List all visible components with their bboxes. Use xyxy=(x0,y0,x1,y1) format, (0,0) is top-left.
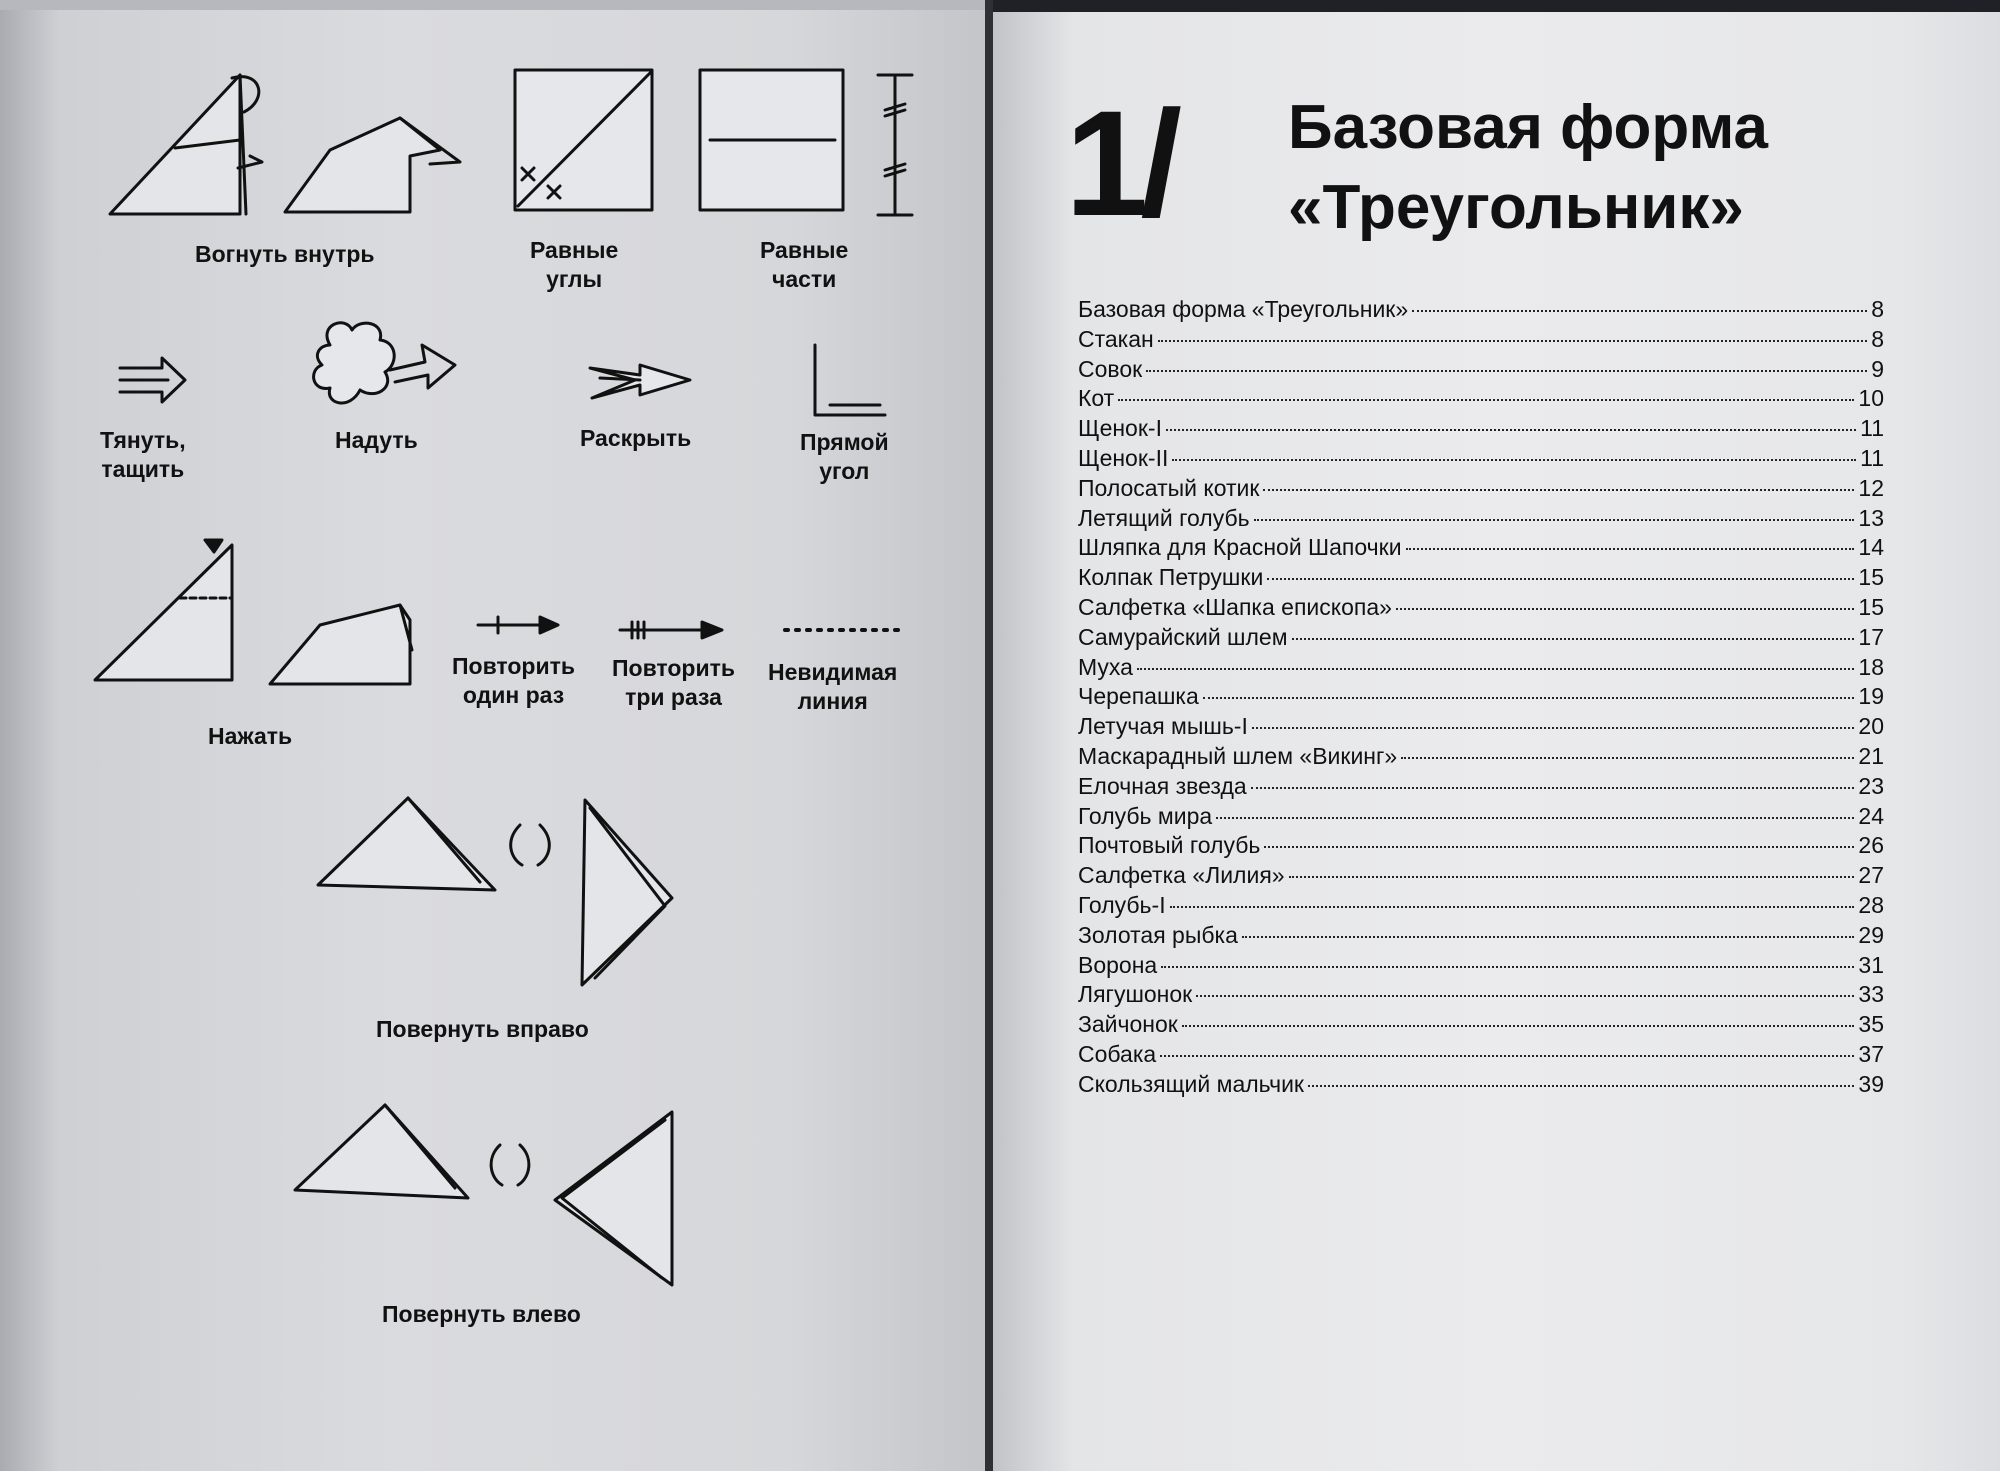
toc-row xyxy=(1078,624,1884,654)
toc-leader-dots xyxy=(1242,936,1854,938)
table-of-contents xyxy=(1078,296,1884,1101)
label-invisible-line: Невидимая линия xyxy=(768,659,898,714)
toc-row xyxy=(1078,326,1884,356)
book-gutter xyxy=(985,0,993,1471)
toc-row xyxy=(1078,743,1884,773)
toc-row xyxy=(1078,356,1884,386)
fold-inside-symbol xyxy=(110,75,460,214)
toc-leader-dots xyxy=(1161,966,1854,968)
label-equal-parts: Равные части xyxy=(760,237,849,292)
toc-leader-dots xyxy=(1401,757,1854,759)
toc-entry-page: 15 xyxy=(1858,593,1884,620)
toc-entry-page: 24 xyxy=(1858,802,1884,829)
toc-leader-dots xyxy=(1170,906,1855,908)
toc-leader-dots xyxy=(1264,846,1854,848)
toc-entry-page: 29 xyxy=(1858,921,1884,948)
right-angle-symbol xyxy=(815,345,885,415)
toc-leader-dots xyxy=(1146,370,1867,372)
toc-entry-page: 12 xyxy=(1858,474,1884,501)
turn-right-symbol xyxy=(318,798,672,985)
toc-entry-title: Лягушонок xyxy=(1078,981,1193,1008)
label-turn-right: Повернуть вправо xyxy=(376,1016,589,1042)
toc-entry-title: Летучая мышь-I xyxy=(1078,713,1248,740)
toc-leader-dots xyxy=(1412,310,1867,312)
toc-entry-title: Полосатый котик xyxy=(1078,474,1260,501)
toc-leader-dots xyxy=(1267,578,1854,580)
toc-row xyxy=(1078,445,1884,475)
toc-entry-page: 19 xyxy=(1858,683,1884,710)
toc-entry-title: Салфетка «Шапка епископа» xyxy=(1078,593,1392,620)
equal-angles-symbol xyxy=(515,70,652,210)
toc-entry-title: Скользящий мальчик xyxy=(1078,1070,1304,1097)
chapter-title: Базовая форма «Треугольник» xyxy=(1288,93,1769,242)
toc-row xyxy=(1078,534,1884,564)
toc-leader-dots xyxy=(1251,787,1855,789)
inflate-symbol xyxy=(314,323,455,403)
toc-leader-dots xyxy=(1160,1055,1854,1057)
toc-leader-dots xyxy=(1252,727,1855,729)
toc-row xyxy=(1078,862,1884,892)
toc-entry-title: Золотая рыбка xyxy=(1078,921,1238,948)
toc-entry-page: 15 xyxy=(1858,564,1884,591)
toc-row xyxy=(1078,683,1884,713)
toc-row xyxy=(1078,922,1884,952)
toc-row xyxy=(1078,564,1884,594)
toc-row xyxy=(1078,594,1884,624)
toc-row xyxy=(1078,713,1884,743)
toc-leader-dots xyxy=(1166,429,1856,431)
toc-entry-page: 23 xyxy=(1858,772,1884,799)
label-repeat-once: Повторить один раз xyxy=(452,653,576,708)
toc-entry-page: 8 xyxy=(1871,325,1884,352)
repeat-three-symbol xyxy=(620,622,722,638)
toc-entry-title: Голубь-I xyxy=(1078,891,1166,918)
toc-entry-page: 9 xyxy=(1871,355,1884,382)
toc-leader-dots xyxy=(1396,608,1854,610)
toc-leader-dots xyxy=(1203,697,1855,699)
toc-entry-page: 13 xyxy=(1858,504,1884,531)
toc-entry-title: Базовая форма «Треугольник» xyxy=(1078,296,1409,322)
toc-entry-title: Муха xyxy=(1078,653,1133,680)
right-page-top-edge xyxy=(993,0,2000,12)
toc-leader-dots xyxy=(1263,489,1854,491)
toc-row xyxy=(1078,385,1884,415)
label-pull: Тянуть, тащить xyxy=(100,427,186,482)
toc-row xyxy=(1078,1041,1884,1071)
toc-row xyxy=(1078,505,1884,535)
toc-entry-title: Салфетка «Лилия» xyxy=(1078,862,1285,889)
toc-row xyxy=(1078,654,1884,684)
toc-entry-title: Летящий голубь xyxy=(1078,504,1250,531)
turn-left-symbol xyxy=(295,1105,672,1285)
toc-entry-page: 18 xyxy=(1858,653,1884,680)
toc-leader-dots xyxy=(1172,459,1856,461)
label-press: Нажать xyxy=(208,723,293,749)
toc-row xyxy=(1078,892,1884,922)
toc-entry-page: 14 xyxy=(1858,534,1884,561)
toc-entry-title: Почтовый голубь xyxy=(1078,832,1261,859)
origami-symbols-diagram xyxy=(0,0,985,1471)
toc-row xyxy=(1078,296,1884,326)
toc-entry-page: 8 xyxy=(1871,296,1884,322)
toc-entry-title: Стакан xyxy=(1078,325,1154,352)
toc-entry-page: 11 xyxy=(1860,415,1884,442)
toc-entry-page: 17 xyxy=(1858,623,1884,650)
toc-leader-dots xyxy=(1216,817,1854,819)
toc-row xyxy=(1078,1011,1884,1041)
label-repeat-three: Повторить три раза xyxy=(612,655,736,710)
toc-entry-page: 26 xyxy=(1858,832,1884,859)
toc-row xyxy=(1078,773,1884,803)
label-open: Раскрыть xyxy=(580,425,692,451)
toc-entry-page: 37 xyxy=(1858,1040,1884,1067)
repeat-once-symbol xyxy=(478,617,558,633)
label-equal-angles: Равные углы xyxy=(530,237,619,292)
toc-entry-page: 39 xyxy=(1858,1070,1884,1097)
toc-leader-dots xyxy=(1406,548,1855,550)
toc-row xyxy=(1078,952,1884,982)
toc-entry-title: Шляпка для Красной Шапочки xyxy=(1078,534,1402,561)
toc-leader-dots xyxy=(1118,399,1854,401)
toc-entry-page: 21 xyxy=(1858,742,1884,769)
label-right-angle: Прямой угол xyxy=(800,429,889,484)
press-symbol xyxy=(95,540,412,684)
toc-leader-dots xyxy=(1254,519,1855,521)
toc-row xyxy=(1078,832,1884,862)
toc-entry-title: Черепашка xyxy=(1078,683,1199,710)
toc-entry-page: 33 xyxy=(1858,981,1884,1008)
toc-entry-page: 27 xyxy=(1858,862,1884,889)
toc-entry-title: Елочная звезда xyxy=(1078,772,1247,799)
toc-leader-dots xyxy=(1137,668,1854,670)
toc-leader-dots xyxy=(1158,340,1867,342)
toc-entry-title: Самурайский шлем xyxy=(1078,623,1288,650)
toc-entry-title: Щенок-I xyxy=(1078,415,1162,442)
toc-entry-page: 28 xyxy=(1858,891,1884,918)
chapter-number: 1/ xyxy=(1065,79,1175,247)
toc-entry-page: 35 xyxy=(1858,1011,1884,1038)
toc-row xyxy=(1078,803,1884,833)
toc-leader-dots xyxy=(1196,995,1854,997)
toc-entry-page: 31 xyxy=(1858,951,1884,978)
toc-entry-title: Собака xyxy=(1078,1040,1157,1067)
label-turn-left: Повернуть влево xyxy=(382,1301,581,1327)
toc-leader-dots xyxy=(1289,876,1855,878)
toc-entry-title: Голубь мира xyxy=(1078,802,1213,829)
toc-row xyxy=(1078,415,1884,445)
toc-row xyxy=(1078,981,1884,1011)
toc-row xyxy=(1078,1071,1884,1101)
toc-entry-title: Кот xyxy=(1078,385,1115,412)
toc-entry-title: Маскарадный шлем «Викинг» xyxy=(1078,742,1398,769)
toc-entry-title: Колпак Петрушки xyxy=(1078,564,1264,591)
toc-entry-title: Зайчонок xyxy=(1078,1011,1178,1038)
toc-leader-dots xyxy=(1182,1025,1855,1027)
label-inflate: Надуть xyxy=(335,427,418,453)
toc-entry-title: Совок xyxy=(1078,355,1143,382)
toc-entry-title: Ворона xyxy=(1078,951,1158,978)
pull-arrow-symbol xyxy=(120,358,185,402)
label-fold-inside: Вогнуть внутрь xyxy=(195,241,375,267)
open-arrow-symbol xyxy=(590,365,690,398)
toc-row xyxy=(1078,475,1884,505)
toc-entry-page: 10 xyxy=(1858,385,1884,412)
equal-parts-symbol xyxy=(700,70,912,215)
toc-leader-dots xyxy=(1308,1085,1854,1087)
toc-leader-dots xyxy=(1292,638,1855,640)
toc-entry-page: 20 xyxy=(1858,713,1884,740)
toc-entry-title: Щенок-II xyxy=(1078,444,1169,471)
toc-entry-page: 11 xyxy=(1860,444,1884,471)
